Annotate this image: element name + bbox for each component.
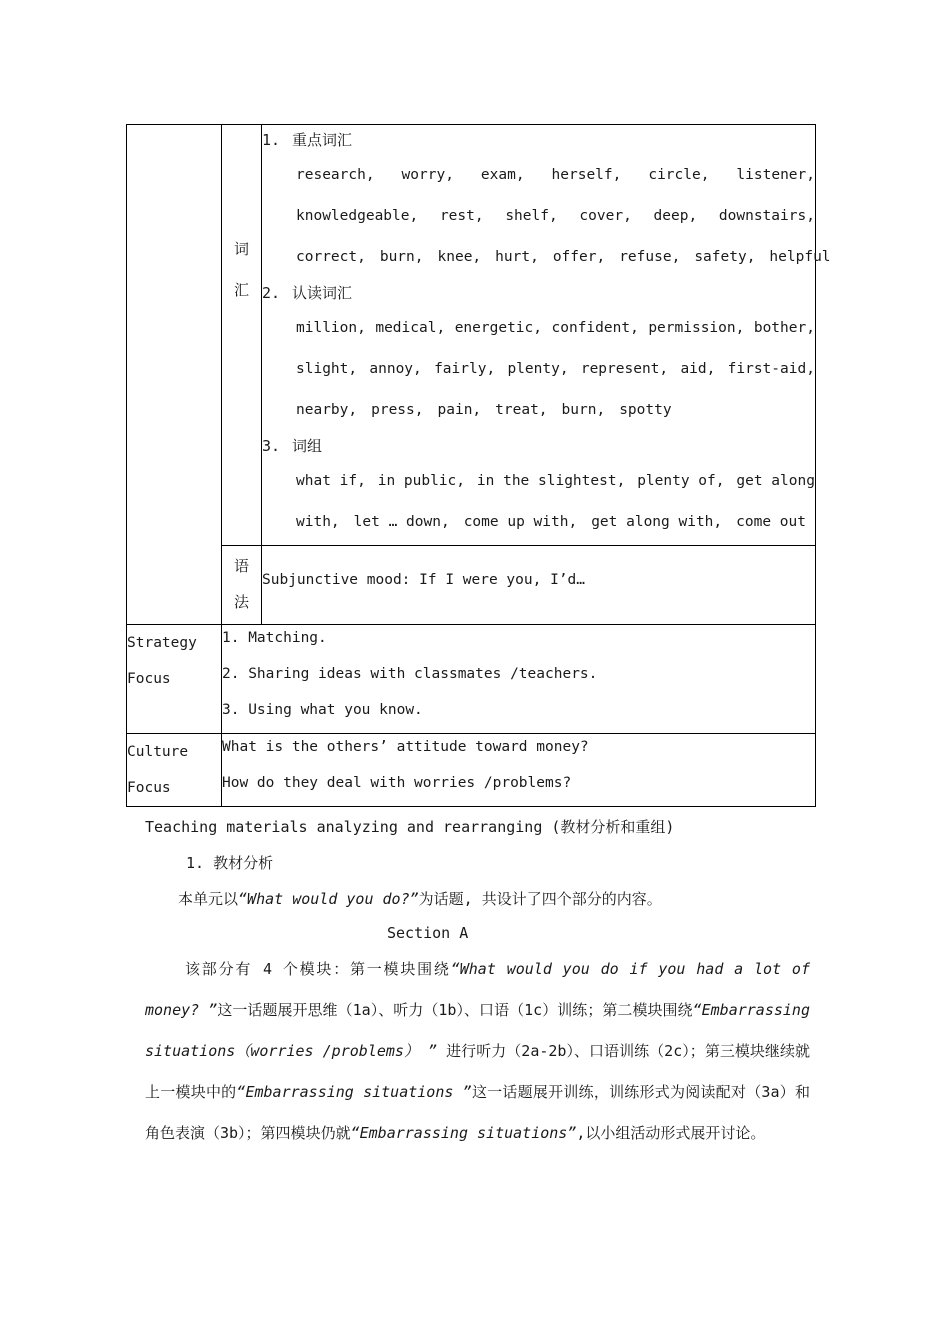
vocabulary-section-title: 认读词汇 <box>292 284 353 302</box>
vocabulary-word-line <box>262 390 815 431</box>
vocabulary-word: in public, <box>377 473 466 489</box>
vocabulary-label-cell <box>222 125 262 546</box>
para-text: 进行听力（2a-2b）、口语训练（2c）；第三模块继续就上一模块中的 <box>145 1042 810 1101</box>
culture-label-line: Culture <box>127 744 189 760</box>
subheading: 1. 教材分析 <box>186 854 274 872</box>
strategy-focus-items <box>222 625 816 734</box>
vocabulary-section-number: 2. <box>262 284 281 302</box>
para-text: 这一话题展开思维（1a）、听力（1b）、口语（1c）训练；第二模块围绕 <box>217 1001 693 1019</box>
vocabulary-word: cover, <box>579 208 632 224</box>
vocabulary-word: annoy, <box>369 361 422 377</box>
section-a-title: Section A <box>387 924 469 942</box>
vocabulary-word: treat, <box>495 402 548 418</box>
intro-post: 为话题, 共设计了四个部分的内容。 <box>418 890 662 908</box>
vocabulary-word-line <box>262 155 815 196</box>
vocabulary-word: safety, <box>694 249 756 265</box>
vocabulary-section-heading <box>262 278 815 308</box>
vocabulary-word: knee, <box>437 249 482 265</box>
vocabulary-word-line <box>262 502 815 543</box>
vocabulary-word: bother, <box>753 320 815 336</box>
vocabulary-word: slight, <box>296 361 358 377</box>
vocabulary-section-number: 3. <box>262 437 281 455</box>
vocabulary-word: exam, <box>480 167 525 183</box>
para-quote: “Embarrassing situations” <box>350 1124 577 1142</box>
strategy-focus-label <box>127 625 222 734</box>
strategy-row <box>127 625 816 734</box>
vocabulary-word: research, <box>296 167 375 183</box>
strategy-item: 3. Using what you know. <box>222 702 423 718</box>
vocabulary-section-title: 词组 <box>292 437 323 455</box>
vocabulary-word: get along with, <box>591 514 723 530</box>
vocabulary-word-line <box>262 349 815 390</box>
vocabulary-word: in the slightest, <box>476 473 626 489</box>
vocabulary-word: with, <box>296 514 340 530</box>
vocabulary-word: pain, <box>437 402 482 418</box>
vocabulary-word-line <box>262 196 815 237</box>
vocabulary-word: offer, <box>552 249 606 265</box>
vocabulary-word: shelf, <box>505 208 558 224</box>
vocabulary-row <box>127 125 816 546</box>
vocabulary-word: medical, <box>375 320 446 336</box>
vocabulary-section-heading <box>262 431 815 461</box>
vocabulary-section-heading <box>262 125 815 155</box>
culture-item: How do they deal with worries /problems? <box>222 775 572 791</box>
vocabulary-word: circle, <box>648 167 710 183</box>
vocabulary-word: burn, <box>379 249 424 265</box>
vocabulary-word: permission, <box>648 320 745 336</box>
vocabulary-word: come out <box>736 514 806 530</box>
strategy-item: 1. Matching. <box>222 630 327 646</box>
para-quote: “Embarrassing situations ” <box>236 1083 472 1101</box>
vocabulary-word: get along <box>736 473 815 489</box>
culture-focus-items <box>222 734 816 807</box>
vocabulary-word: what if, <box>296 473 366 489</box>
strategy-item: 2. Sharing ideas with classmates /teachers. <box>222 666 598 682</box>
vocabulary-word: come up with, <box>463 514 578 530</box>
vocabulary-word: herself, <box>551 167 622 183</box>
vocabulary-word: helpful <box>769 249 831 265</box>
section-a-paragraph <box>145 949 810 1154</box>
vocabulary-word: burn, <box>561 402 606 418</box>
para-text: ,以小组活动形式展开讨论。 <box>576 1124 766 1142</box>
intro-line <box>178 888 662 909</box>
vocabulary-word: aid, <box>680 361 716 377</box>
grammar-row <box>127 546 816 625</box>
strategy-label-line: Focus <box>127 671 171 687</box>
grammar-label-char: 语 <box>233 557 249 575</box>
vocabulary-word: energetic, <box>454 320 542 336</box>
vocabulary-word-line <box>262 461 815 502</box>
intro-quote: “What would you do?” <box>238 890 419 908</box>
culture-label-line: Focus <box>127 780 171 796</box>
culture-item: What is the others’ attitude toward money? <box>222 739 589 755</box>
grammar-text: Subjunctive mood: If I were you, I’d… <box>262 546 816 625</box>
vocabulary-word: represent, <box>580 361 669 377</box>
vocabulary-word: worry, <box>401 167 454 183</box>
vocabulary-word: deep, <box>653 208 698 224</box>
vocabulary-word-line <box>262 308 815 349</box>
vocabulary-word: fairly, <box>434 361 496 377</box>
vocabulary-word: listener, <box>736 167 815 183</box>
unit-overview-table <box>126 124 831 807</box>
vocabulary-word: refuse, <box>619 249 681 265</box>
intro-pre: 本单元以 <box>178 890 239 908</box>
grammar-label-cell <box>222 546 262 625</box>
vocabulary-word: correct, <box>296 249 366 265</box>
empty-category-cell <box>127 125 222 625</box>
vocabulary-label-char: 词 <box>233 240 249 258</box>
vocabulary-word: rest, <box>439 208 484 224</box>
strategy-label-line: Strategy <box>127 635 197 651</box>
culture-focus-label <box>127 734 222 807</box>
vocabulary-section-title: 重点词汇 <box>292 131 353 149</box>
vocabulary-word: confident, <box>551 320 639 336</box>
vocabulary-label-char: 汇 <box>233 281 249 299</box>
para-quote: “Embarrassing situations（worries /problems） ” <box>145 1001 810 1060</box>
vocabulary-word: nearby, <box>296 402 358 418</box>
vocabulary-section-number: 1. <box>262 131 281 149</box>
vocabulary-word: knowledgeable, <box>296 208 419 224</box>
vocabulary-word: let … down, <box>353 514 450 530</box>
vocabulary-word: spotty <box>619 402 672 418</box>
vocabulary-word: plenty of, <box>637 473 725 489</box>
vocabulary-word: hurt, <box>495 249 539 265</box>
grammar-label-char: 法 <box>233 593 249 611</box>
vocabulary-word: first-aid, <box>727 361 815 377</box>
vocabulary-content-cell <box>262 125 831 546</box>
para-text: 该部分有 4 个模块：第一模块围绕 <box>185 960 451 978</box>
vocabulary-word: plenty, <box>507 361 569 377</box>
section-heading: Teaching materials analyzing and rearranging (教材分析和重组) <box>145 818 675 836</box>
culture-row <box>127 734 816 807</box>
para-quote: “What would you do if you had a lot of money? ” <box>145 960 810 1019</box>
vocabulary-word: million, <box>296 320 366 336</box>
vocabulary-word-line <box>262 237 831 278</box>
para-text: 这一话题展开训练，训练形式为阅读配对（3a）和角色表演（3b）；第四模块仍就 <box>145 1083 810 1142</box>
vocabulary-word: downstairs, <box>718 208 815 224</box>
vocabulary-word: press, <box>371 402 424 418</box>
